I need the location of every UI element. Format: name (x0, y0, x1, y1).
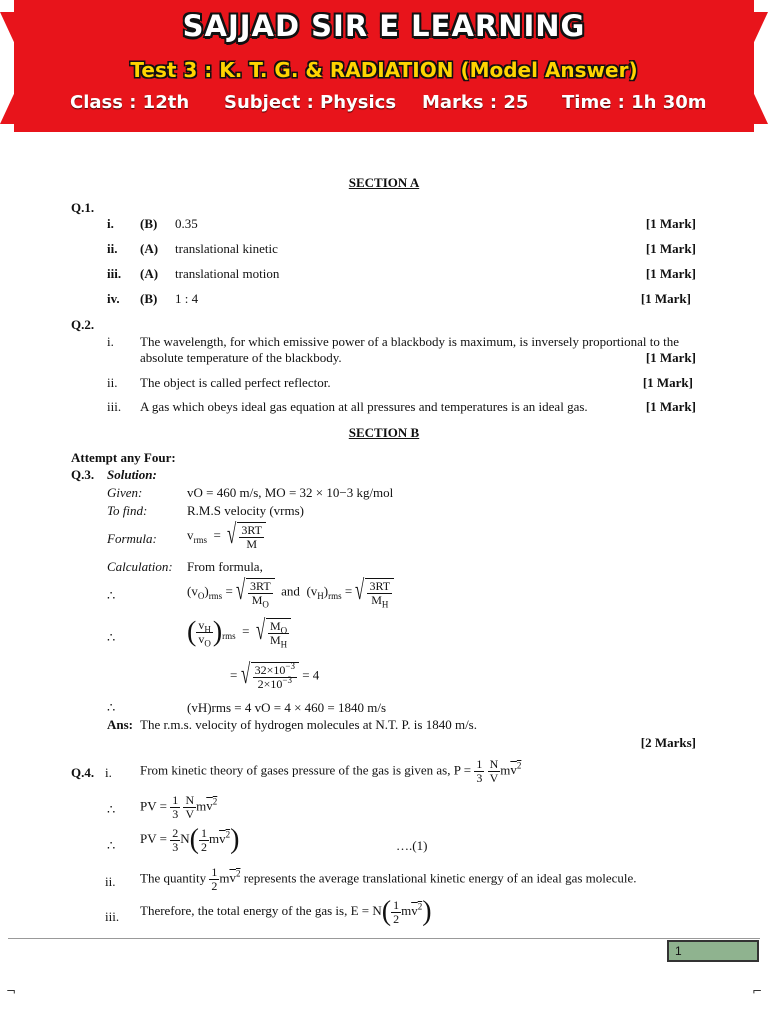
final-calculation: (vH)rms = 4 vO = 4 × 460 = 1840 m/s (187, 700, 387, 715)
solution-label: Solution: (107, 467, 157, 482)
represents-text: represents the average translational kinetic energy of an ideal gas molecule. (243, 870, 637, 886)
marks-label: Marks : 25 (422, 92, 529, 113)
rms-formula: $v_{rms}$ = √ $\frac{3RT}{M}$ (187, 522, 266, 551)
and-word: and (281, 583, 300, 599)
pressure-text: From kinetic theory of gases pressure of the gas is given as, P = (140, 762, 472, 778)
kinetic-energy-statement: The quantity $\frac{1}{2}$ $mv^2$ represents the average translational kinetic energy of an ideal gas molecule. (140, 865, 637, 893)
q1-item-answer: 0.35 (175, 216, 198, 231)
section-a-heading: SECTION A (348, 175, 420, 190)
formula-label: Formula: (107, 531, 157, 546)
crop-mark-left: ¬ (6, 984, 17, 998)
q1-item-num: iv. (107, 291, 120, 306)
q2-item-marks: [1 Mark] (645, 399, 696, 414)
section-b-heading: SECTION B (348, 425, 420, 440)
to-find-value: R.M.S velocity (vrms) (187, 503, 304, 518)
total-energy-statement: Therefore, the total energy of the gas is, E = N( $\frac{1}{2}$ $mv^2$) (140, 896, 432, 927)
q1-item-marks: [1 Mark] (645, 241, 696, 256)
q2-item-marks: [1 Mark] (645, 350, 696, 365)
footer-divider (8, 938, 760, 939)
therefore-symbol: ∴ (107, 802, 116, 817)
q2-item-text: The wavelength, for which emissive power of a blackbody is maximum, is inversely proportional to the (140, 334, 680, 349)
q1-item-option: (B) (140, 216, 158, 231)
page-number-box (667, 940, 759, 962)
q1-item-num: ii. (107, 241, 118, 256)
q1-item-option: (A) (140, 241, 159, 256)
class-label: Class : 12th (70, 92, 190, 113)
q2-item-text: A gas which obeys ideal gas equation at all pressures and temperatures is an ideal gas. (140, 399, 588, 414)
answer-text: The r.m.s. velocity of hydrogen molecules at N.T. P. is 1840 m/s. (140, 717, 477, 732)
q2-item-num: iii. (107, 399, 122, 414)
q1-item-answer: translational motion (175, 266, 280, 281)
banner-title: SAJJAD SIR E LEARNING (182, 9, 586, 43)
subject-label: Subject : Physics (224, 92, 397, 113)
therefore-symbol: ∴ (107, 630, 116, 645)
q2-label: Q.2. (71, 317, 95, 332)
therefore-symbol: ∴ (107, 838, 116, 853)
q4-item-num: ii. (105, 874, 116, 889)
therefore-symbol: ∴ (107, 700, 116, 715)
given-value: vO = 460 m/s, MO = 32 × 10−3 kg/mol (187, 485, 394, 500)
q2-item-marks: [1 Mark] (642, 375, 693, 390)
q2-item-text-cont: absolute temperature of the blackbody. (140, 350, 342, 365)
pressure-equation: From kinetic theory of gases pressure of the gas is given as, P = $\frac{1}{3}$ $\frac{N}{V}$ $mv^2$ (140, 757, 522, 785)
q2-item-text: The object is called perfect reflector. (140, 375, 331, 390)
equation-ref: ….(1) (396, 838, 428, 853)
quantity-text: The quantity (140, 870, 207, 886)
q1-item-num: i. (107, 216, 114, 231)
calculation-label: Calculation: (107, 559, 173, 574)
given-label: Given: (107, 485, 143, 500)
velocity-ratio: ( $\frac{v_H}{v_O}$ )$_{rms}$ = √ $\frac{M_O}{M_H}$ (187, 618, 291, 647)
q4-item-num: i. (105, 765, 112, 780)
total-energy-text: Therefore, the total energy of the gas is, E = N (140, 902, 382, 918)
q1-item-answer: 1 : 4 (175, 291, 199, 306)
q1-item-marks: [1 Mark] (645, 266, 696, 281)
page-number: 1 (675, 944, 682, 958)
ratio-substitution: = √ $\frac{32\times 10^{-3}}{2\times 10^{-3}}$ = 4 (230, 659, 320, 691)
q1-item-option: (B) (140, 291, 158, 306)
q1-item-num: iii. (107, 266, 122, 281)
time-label: Time : 1h 30m (562, 92, 707, 113)
therefore-symbol: ∴ (107, 588, 116, 603)
attempt-instruction: Attempt any Four: (71, 450, 176, 465)
q1-item-marks: [1 Mark] (645, 216, 696, 231)
q2-item-num: ii. (107, 375, 118, 390)
q1-label: Q.1. (71, 200, 95, 215)
header-banner (0, 0, 768, 132)
banner-subtitle: Test 3 : K. T. G. & RADIATION (Model Answer) (130, 58, 638, 82)
pv-equation: PV = $\frac{1}{3}$ $\frac{N}{V}$ $mv^2$ (140, 793, 218, 821)
q1-item-answer: translational kinetic (175, 241, 278, 256)
calculation-value: From formula, (187, 559, 263, 574)
q3-label: Q.3. (71, 467, 95, 482)
answer-label: Ans: (107, 717, 134, 732)
pv-energy-equation: PV = $\frac{2}{3}$ N( $\frac{1}{2}$ $mv^2$) (140, 824, 240, 855)
crop-mark-right: ⌐ (752, 984, 763, 998)
q1-item-option: (A) (140, 266, 159, 281)
q3-marks: [2 Marks] (640, 735, 696, 750)
ratio-result: = 4 (302, 667, 320, 683)
to-find-label: To find: (107, 503, 148, 518)
rms-oxygen-hydrogen: $(v_O)_{rms}$ = √ $\frac{3RT}{M_O}$ and $(v_H)_{rms}$ = √ $\frac{3RT}{M_H}$ (187, 578, 394, 607)
q4-label: Q.4. (71, 765, 95, 780)
q2-item-num: i. (107, 334, 114, 349)
q4-item-num: iii. (105, 909, 120, 924)
q1-item-marks: [1 Mark] (640, 291, 691, 306)
